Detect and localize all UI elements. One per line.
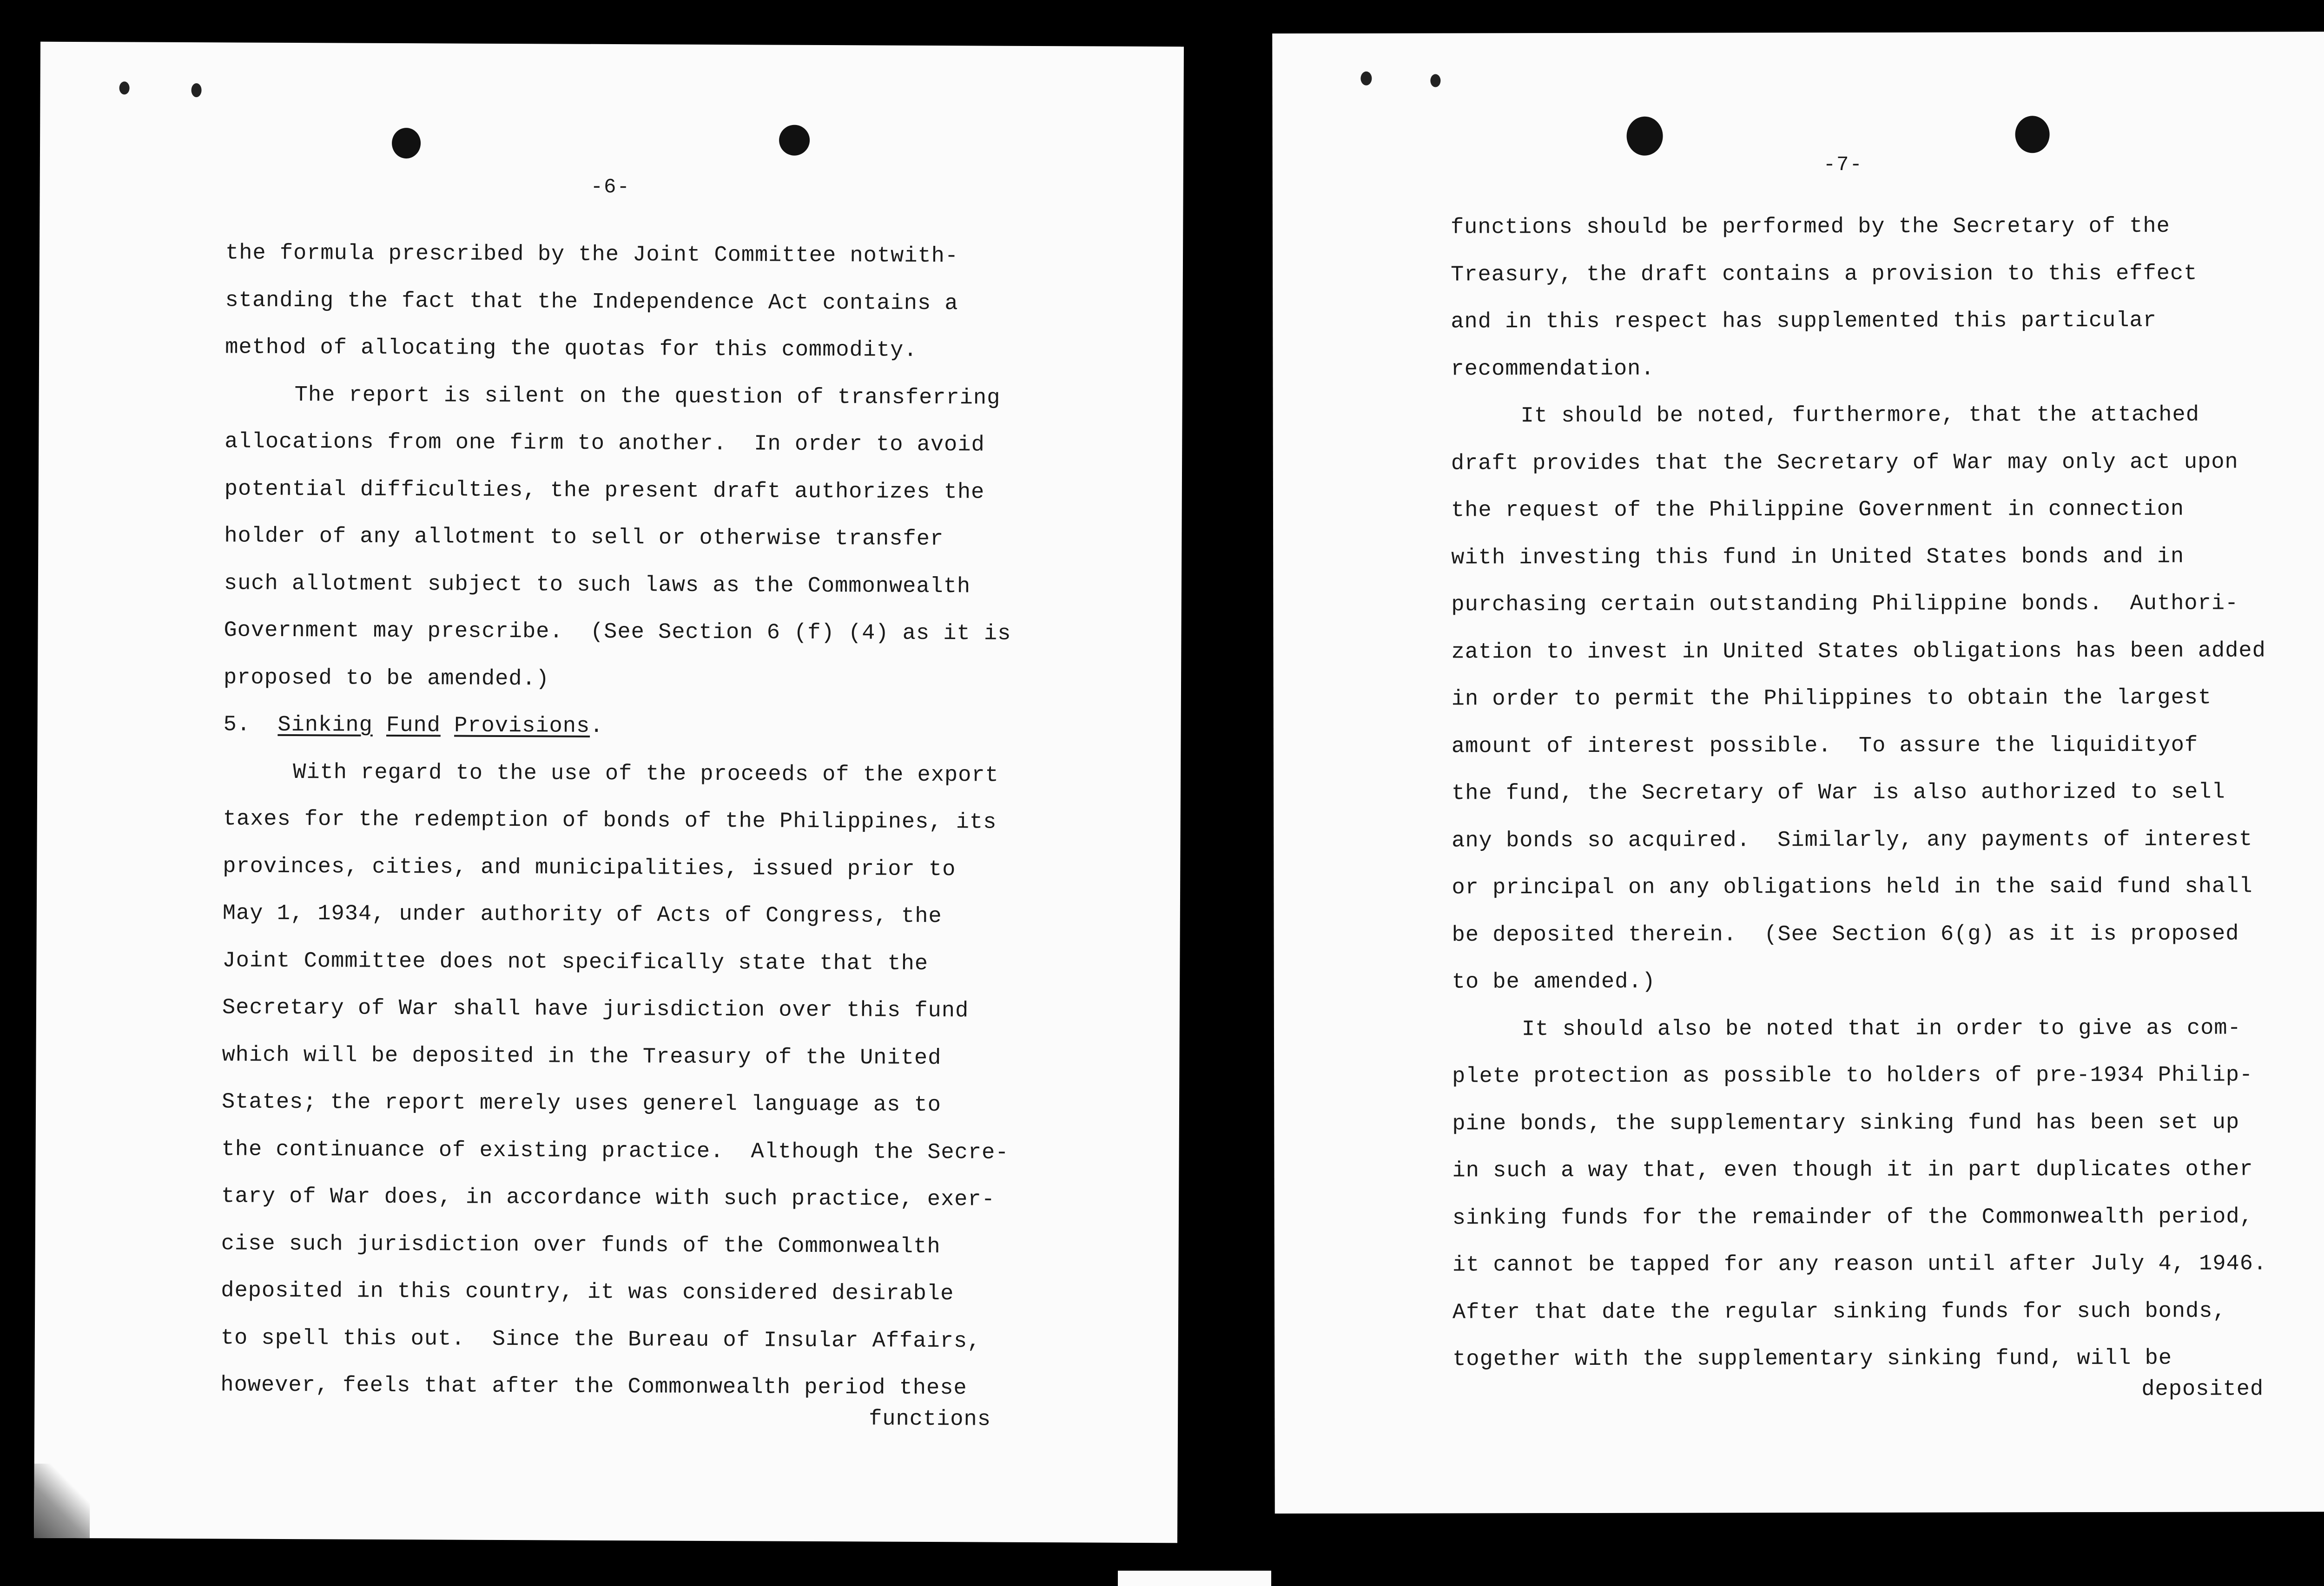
text-line: to be amended.)	[1452, 969, 1656, 995]
text-line: holder of any allotment to sell or otherwise transfer	[224, 524, 944, 552]
catchword: deposited	[2141, 1377, 2264, 1402]
text-line: which will be deposited in the Treasury of the United	[222, 1042, 942, 1071]
left-page	[34, 42, 1184, 1543]
text-line: cise such jurisdiction over funds of the Commonwealth	[221, 1231, 941, 1259]
text-line: Government may prescribe. (See Section 6 (f) (4) as it is	[224, 618, 1011, 646]
text-line: however, feels that after the Commonwealth period these	[220, 1373, 967, 1401]
text-line: the fund, the Secretary of War is also authorized to sell	[1452, 780, 2225, 806]
text-line: recommendation.	[1451, 356, 1655, 382]
right-page	[1272, 32, 2324, 1514]
page-body	[1451, 203, 2267, 1383]
text-line: to spell this out. Since the Bureau of Insular Affairs,	[220, 1325, 981, 1354]
text-line: Treasury, the draft contains a provision to this effect	[1451, 261, 2198, 287]
text-line: It should be noted, furthermore, that the attached	[1520, 402, 2199, 429]
catchword: functions	[869, 1407, 991, 1432]
section-number: 5.	[223, 712, 278, 737]
text-line: the formula prescribed by the Joint Committee notwith-	[225, 241, 959, 269]
text-line: plete protection as possible to holders of pre-1934 Philip-	[1452, 1063, 2253, 1089]
text-line: taxes for the redemption of bonds of the Philippines, its	[223, 807, 997, 835]
text-line: with investing this fund in United States bonds and in	[1451, 544, 2185, 570]
text-line: Secretary of War shall have jurisdiction over this fund	[222, 995, 969, 1024]
heading-word: Sinking	[277, 712, 373, 738]
text-line: standing the fact that the Independence Act contains a	[225, 288, 958, 316]
heading-word: Provisions	[454, 713, 590, 739]
text-line: the continuance of existing practice. Although the Secre-	[221, 1137, 1009, 1165]
text-line: zation to invest in United States obligations has been added	[1451, 638, 2266, 665]
text-line: in order to permit the Philippines to obtain the largest	[1451, 685, 2212, 712]
section-heading	[223, 701, 1010, 752]
text-line: sinking funds for the remainder of the Commonwealth period,	[1452, 1204, 2253, 1231]
text-line: in such a way that, even though it in part duplicates other	[1452, 1157, 2253, 1184]
text-line: be deposited therein. (See Section 6(g) as it is proposed	[1452, 921, 2239, 948]
page-number: -7-	[1823, 153, 1863, 177]
text-line: With regard to the use of the proceeds of the export	[293, 760, 999, 788]
text-line: any bonds so acquired. Similarly, any payments of interest	[1452, 827, 2253, 853]
punch-hole	[2015, 116, 2050, 153]
punch-hole	[392, 128, 421, 158]
page-curl-shadow	[34, 1464, 90, 1539]
text-line: such allotment subject to such laws as the Commonwealth	[224, 571, 971, 599]
text-line: proposed to be amended.)	[223, 665, 550, 691]
text-line: Joint Committee does not specifically state that the	[222, 948, 929, 976]
heading-word: Fund	[386, 713, 441, 738]
text-line: it cannot be tapped for any reason until after July 4, 1946.	[1452, 1251, 2267, 1278]
text-line: tary of War does, in accordance with such practice, exer-	[221, 1184, 995, 1212]
text-line: pine bonds, the supplementary sinking fund has been set up	[1452, 1110, 2240, 1136]
text-line: potential difficulties, the present draft authorizes the	[224, 476, 985, 505]
punch-hole	[1627, 117, 1663, 156]
ink-speck	[119, 81, 130, 94]
text-line: purchasing certain outstanding Philippine bonds. Authori-	[1451, 591, 2239, 618]
ink-speck	[1430, 74, 1440, 87]
ink-speck	[1360, 72, 1372, 86]
text-line: method of allocating the quotas for this commodity.	[225, 335, 918, 363]
text-line: allocations from one firm to another. In order to avoid	[224, 429, 985, 458]
heading-period: .	[590, 714, 604, 739]
text-line: the request of the Philippine Government in connection	[1451, 497, 2185, 523]
text-line: It should also be noted that in order to give as com-	[1521, 1016, 2241, 1042]
page-number: -6-	[590, 175, 631, 199]
text-line: and in this respect has supplemented this particular	[1451, 308, 2157, 335]
text-line: together with the supplementary sinking fund, will be	[1452, 1346, 2172, 1372]
text-line: or principal on any obligations held in the said fund shall	[1452, 874, 2253, 901]
text-line: May 1, 1934, under authority of Acts of Congress, the	[222, 901, 942, 929]
paper-edge-strip	[1118, 1571, 1271, 1586]
text-line: functions should be performed by the Secretary of the	[1450, 214, 2170, 240]
text-line: amount of interest possible. To assure the liquidityof	[1451, 733, 2199, 759]
text-line: States; the report merely uses generel language as to	[221, 1090, 942, 1118]
page-body	[220, 230, 1013, 1412]
text-line: draft provides that the Secretary of War may only act upon	[1451, 450, 2238, 476]
punch-hole	[779, 125, 810, 156]
text-line: provinces, cities, and municipalities, issued prior to	[223, 854, 956, 882]
text-line: After that date the regular sinking funds for such bonds,	[1452, 1299, 2226, 1325]
ink-speck	[191, 83, 202, 97]
text-line: The report is silent on the question of transferring	[294, 382, 1001, 411]
text-line: deposited in this country, it was considered desirable	[221, 1278, 954, 1307]
